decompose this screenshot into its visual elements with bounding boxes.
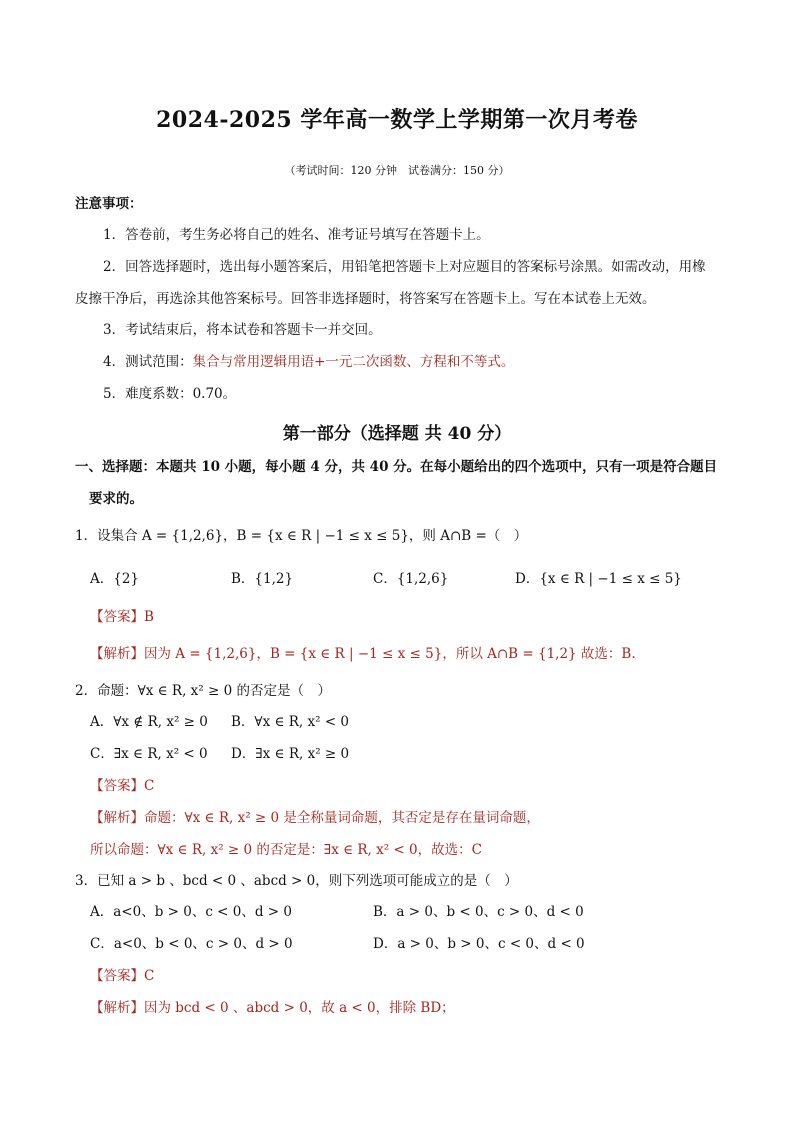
q2-analysis-text-1: 命题：∀x ∈ R, x² ≥ 0 是全称量词命题，其否定是存在量词命题， bbox=[144, 810, 540, 826]
q1-answer-value: B bbox=[144, 609, 154, 625]
q3-analysis-text: 因为 bcd < 0 、abcd > 0，故 a < 0，排除 BD； bbox=[144, 1000, 455, 1016]
q2-option-b: B．∀x ∈ R, x² < 0 bbox=[231, 714, 350, 730]
notice-item-2-line-2: 皮擦干净后，再选涂其他答案标号。回答非选择题时，将答案写在答题卡上。写在本试卷上无效。 bbox=[75, 291, 656, 307]
exam-subtitle: （考试时间：120 分钟 试卷满分：150 分） bbox=[284, 164, 510, 177]
q1-option-d: D．{x ∈ R | −1 ≤ x ≤ 5} bbox=[515, 571, 682, 587]
q3-option-a: A．a<0、b > 0、c < 0、d > 0 bbox=[90, 904, 292, 920]
q1-stem: 1．设集合 A = {1,2,6}，B = {x ∈ R | −1 ≤ x ≤ 5}，则 A∩B =（ ） bbox=[75, 528, 528, 544]
notice-item-3: 3．考试结束后，将本试卷和答题卡一并交回。 bbox=[103, 322, 382, 338]
notice-item-4-prefix: 4．测试范围： bbox=[103, 354, 193, 370]
q1-option-a: A．{2} bbox=[90, 571, 140, 587]
q2-stem: 2．命题：∀x ∈ R, x² ≥ 0 的否定是（ ） bbox=[75, 683, 331, 699]
q3-option-b: B．a > 0、b < 0、c > 0、d < 0 bbox=[373, 904, 584, 920]
q3-analysis bbox=[90, 999, 455, 1017]
instructions-line-1: 一、选择题：本题共 10 小题，每小题 4 分，共 40 分。在每小题给出的四个选项中，只有一项是符合题目 bbox=[75, 459, 718, 475]
notice-heading: 注意事项： bbox=[75, 196, 143, 212]
q2-answer-label: 【答案】 bbox=[90, 778, 144, 794]
q2-analysis-line-2: 所以命题：∀x ∈ R, x² ≥ 0 的否定是：∃x ∈ R, x² < 0，故选：C bbox=[90, 842, 482, 858]
q2-analysis-line-1 bbox=[90, 809, 540, 827]
q3-answer-label: 【答案】 bbox=[90, 968, 144, 984]
q3-answer-value: C bbox=[144, 968, 155, 984]
q2-answer-value: C bbox=[144, 778, 155, 794]
q1-option-c: C．{1,2,6} bbox=[373, 571, 449, 587]
q2-option-a: A．∀x ∉ R, x² ≥ 0 bbox=[90, 714, 208, 730]
notice-item-2-line-1: 2．回答选择题时，选出每小题答案后，用铅笔把答题卡上对应题目的答案标号涂黑。如需改动，用橡 bbox=[103, 259, 706, 275]
instructions-line-2: 要求的。 bbox=[89, 491, 143, 507]
q1-analysis-label: 【解析】 bbox=[90, 646, 144, 662]
q1-analysis bbox=[90, 645, 636, 663]
q2-option-c: C．∃x ∈ R, x² < 0 bbox=[90, 746, 208, 762]
section-title: 第一部分（选择题 共 40 分） bbox=[282, 424, 512, 444]
q1-answer bbox=[90, 608, 154, 626]
q3-answer bbox=[90, 967, 154, 985]
notice-item-5: 5．难度系数：0.70。 bbox=[103, 386, 237, 402]
q1-analysis-text: 因为 A = {1,2,6}，B = {x ∈ R | −1 ≤ x ≤ 5}，所以 A∩B = {1,2} 故选：B. bbox=[144, 646, 636, 662]
q3-option-c: C．a<0、b < 0、c > 0、d > 0 bbox=[90, 936, 293, 952]
q1-answer-label: 【答案】 bbox=[90, 609, 144, 625]
q3-option-d: D．a > 0、b > 0、c < 0、d < 0 bbox=[373, 936, 585, 952]
q2-option-d: D．∃x ∈ R, x² ≥ 0 bbox=[231, 746, 350, 762]
q1-option-b: B．{1,2} bbox=[231, 571, 294, 587]
notice-item-1: 1．答卷前，考生务必将自己的姓名、准考证号填写在答题卡上。 bbox=[103, 227, 490, 243]
exam-title: 2024-2025 学年高一数学上学期第一次月考卷 bbox=[156, 107, 638, 133]
q2-answer bbox=[90, 777, 154, 795]
q3-stem: 3．已知 a > b 、bcd < 0 、abcd > 0，则下列选项可能成立的是（ ） bbox=[75, 873, 518, 889]
q2-analysis-label: 【解析】 bbox=[90, 810, 144, 826]
notice-item-4-scope: 集合与常用逻辑用语+一元二次函数、方程和不等式。 bbox=[192, 354, 515, 370]
q3-analysis-label: 【解析】 bbox=[90, 1000, 144, 1016]
notice-item-4 bbox=[103, 353, 514, 371]
